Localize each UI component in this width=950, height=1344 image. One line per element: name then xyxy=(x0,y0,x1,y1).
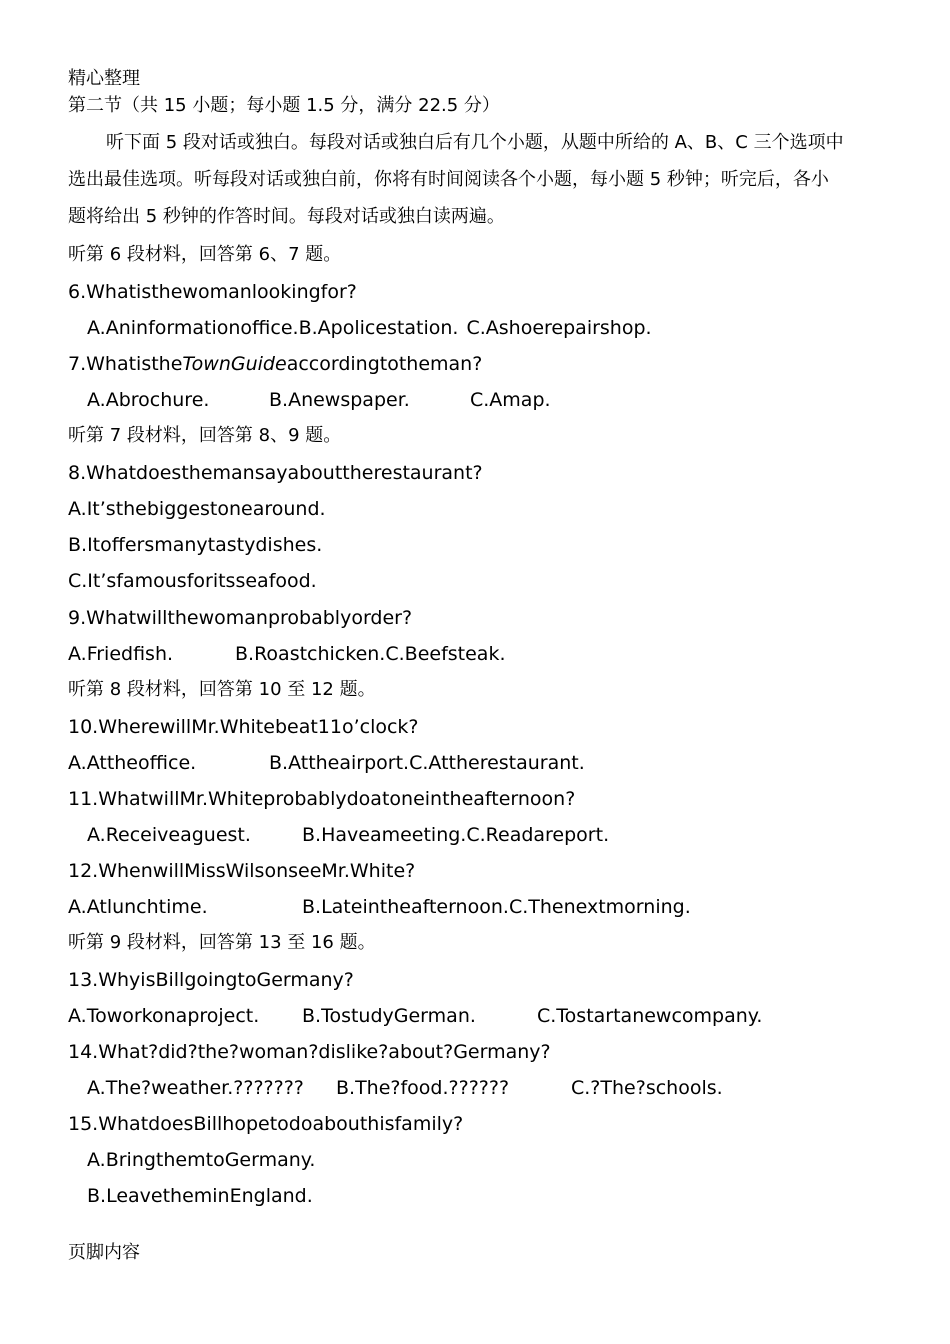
question-8: 8.Whatdoesthemansayabouttherestaurant? xyxy=(68,462,483,484)
question-9-options xyxy=(68,642,506,666)
option-b: B.The?food.?????? xyxy=(336,1077,510,1099)
question-6-options xyxy=(87,316,652,340)
option-a: A.Aninformationoffice. xyxy=(87,317,299,339)
option-a: A.Atlunchtime. xyxy=(68,896,208,918)
option-a: A.Toworkonaproject. xyxy=(68,1005,260,1027)
question-15: 15.WhatdoesBillhopetodoabouthisfamily? xyxy=(68,1113,464,1135)
segment-heading: 听第 9 段材料，回答第 13 至 16 题。 xyxy=(68,932,376,953)
question-12: 12.WhenwillMissWilsonseeMr.White? xyxy=(68,860,416,882)
question-15-option-a: A.BringthemtoGermany. xyxy=(87,1149,316,1171)
option-c: C.Thenextmorning. xyxy=(508,896,691,918)
option-c: C.Ashoerepairshop. xyxy=(466,317,652,339)
question-7-options xyxy=(87,388,551,412)
question-14: 14.What?did?the?woman?dislike?about?Germany? xyxy=(68,1041,551,1063)
question-7 xyxy=(68,352,482,376)
question-9: 9.Whatwillthewomanprobablyorder? xyxy=(68,607,413,629)
question-13-options xyxy=(68,1004,762,1028)
page-footer: 页脚内容 xyxy=(68,1242,140,1263)
question-10: 10.WherewillMr.Whitebeat11o’clock? xyxy=(68,716,419,738)
question-7-italic-title: TownGuide xyxy=(182,353,287,375)
question-8-option-b: B.Itoffersmanytastydishes. xyxy=(68,534,323,556)
segment-heading: 听第 6 段材料，回答第 6、7 题。 xyxy=(68,244,342,265)
option-b: B.TostudyGerman. xyxy=(302,1005,476,1027)
option-b: B.Haveameeting. xyxy=(302,824,467,846)
option-b: B.Roastchicken. xyxy=(235,643,386,665)
option-b: B.Anewspaper. xyxy=(269,389,410,411)
question-11-options xyxy=(87,823,609,847)
question-11: 11.WhatwillMr.Whiteprobablydoatoneintheafternoon? xyxy=(68,788,576,810)
question-6: 6.Whatisthewomanlookingfor? xyxy=(68,281,357,303)
segment-heading: 听第 8 段材料，回答第 10 至 12 题。 xyxy=(68,679,376,700)
question-8-option-a: A.It’sthebiggestonearound. xyxy=(68,498,326,520)
option-c: C.?The?schools. xyxy=(571,1077,723,1099)
segment-heading: 听第 7 段材料，回答第 8、9 题。 xyxy=(68,425,342,446)
question-7-text: 7.Whatisthe xyxy=(68,353,183,375)
page-header: 精心整理 xyxy=(68,68,140,89)
option-b: B.Attheairport. xyxy=(269,752,410,774)
option-a: A.Friedfish. xyxy=(68,643,174,665)
question-8-option-c: C.It’sfamousforitsseafood. xyxy=(68,570,317,592)
option-a: A.Receiveaguest. xyxy=(87,824,251,846)
option-b: B.Lateintheafternoon. xyxy=(302,896,509,918)
option-c: C.Beefsteak. xyxy=(385,643,506,665)
instructions-line-3: 题将给出 5 秒钟的作答时间。每段对话或独白读两遍。 xyxy=(68,206,505,227)
option-a: A.Attheoffice. xyxy=(68,752,197,774)
question-7-text-end: accordingtotheman? xyxy=(286,353,483,375)
option-c: C.Amap. xyxy=(470,389,551,411)
question-14-options xyxy=(87,1076,723,1100)
question-10-options xyxy=(68,751,585,775)
option-c: C.Attherestaurant. xyxy=(409,752,585,774)
option-b: B.Apolicestation. xyxy=(298,317,459,339)
option-a: A.Abrochure. xyxy=(87,389,210,411)
question-15-option-b: B.LeavetheminEngland. xyxy=(87,1185,313,1207)
option-a: A.The?weather.??????? xyxy=(87,1077,304,1099)
question-12-options xyxy=(68,895,691,919)
question-13: 13.WhyisBillgoingtoGermany? xyxy=(68,969,354,991)
option-c: C.Readareport. xyxy=(466,824,610,846)
instructions-line-1: 听下面 5 段对话或独白。每段对话或独白后有几个小题，从题中所给的 A、B、C 三个选项中 xyxy=(106,132,844,153)
option-c: C.Tostartanewcompany. xyxy=(537,1005,763,1027)
instructions-line-2: 选出最佳选项。听每段对话或独白前，你将有时间阅读各个小题，每小题 5 秒钟；听完后，各小 xyxy=(68,169,829,190)
section-title: 第二节（共 15 小题；每小题 1.5 分，满分 22.5 分） xyxy=(68,95,500,116)
